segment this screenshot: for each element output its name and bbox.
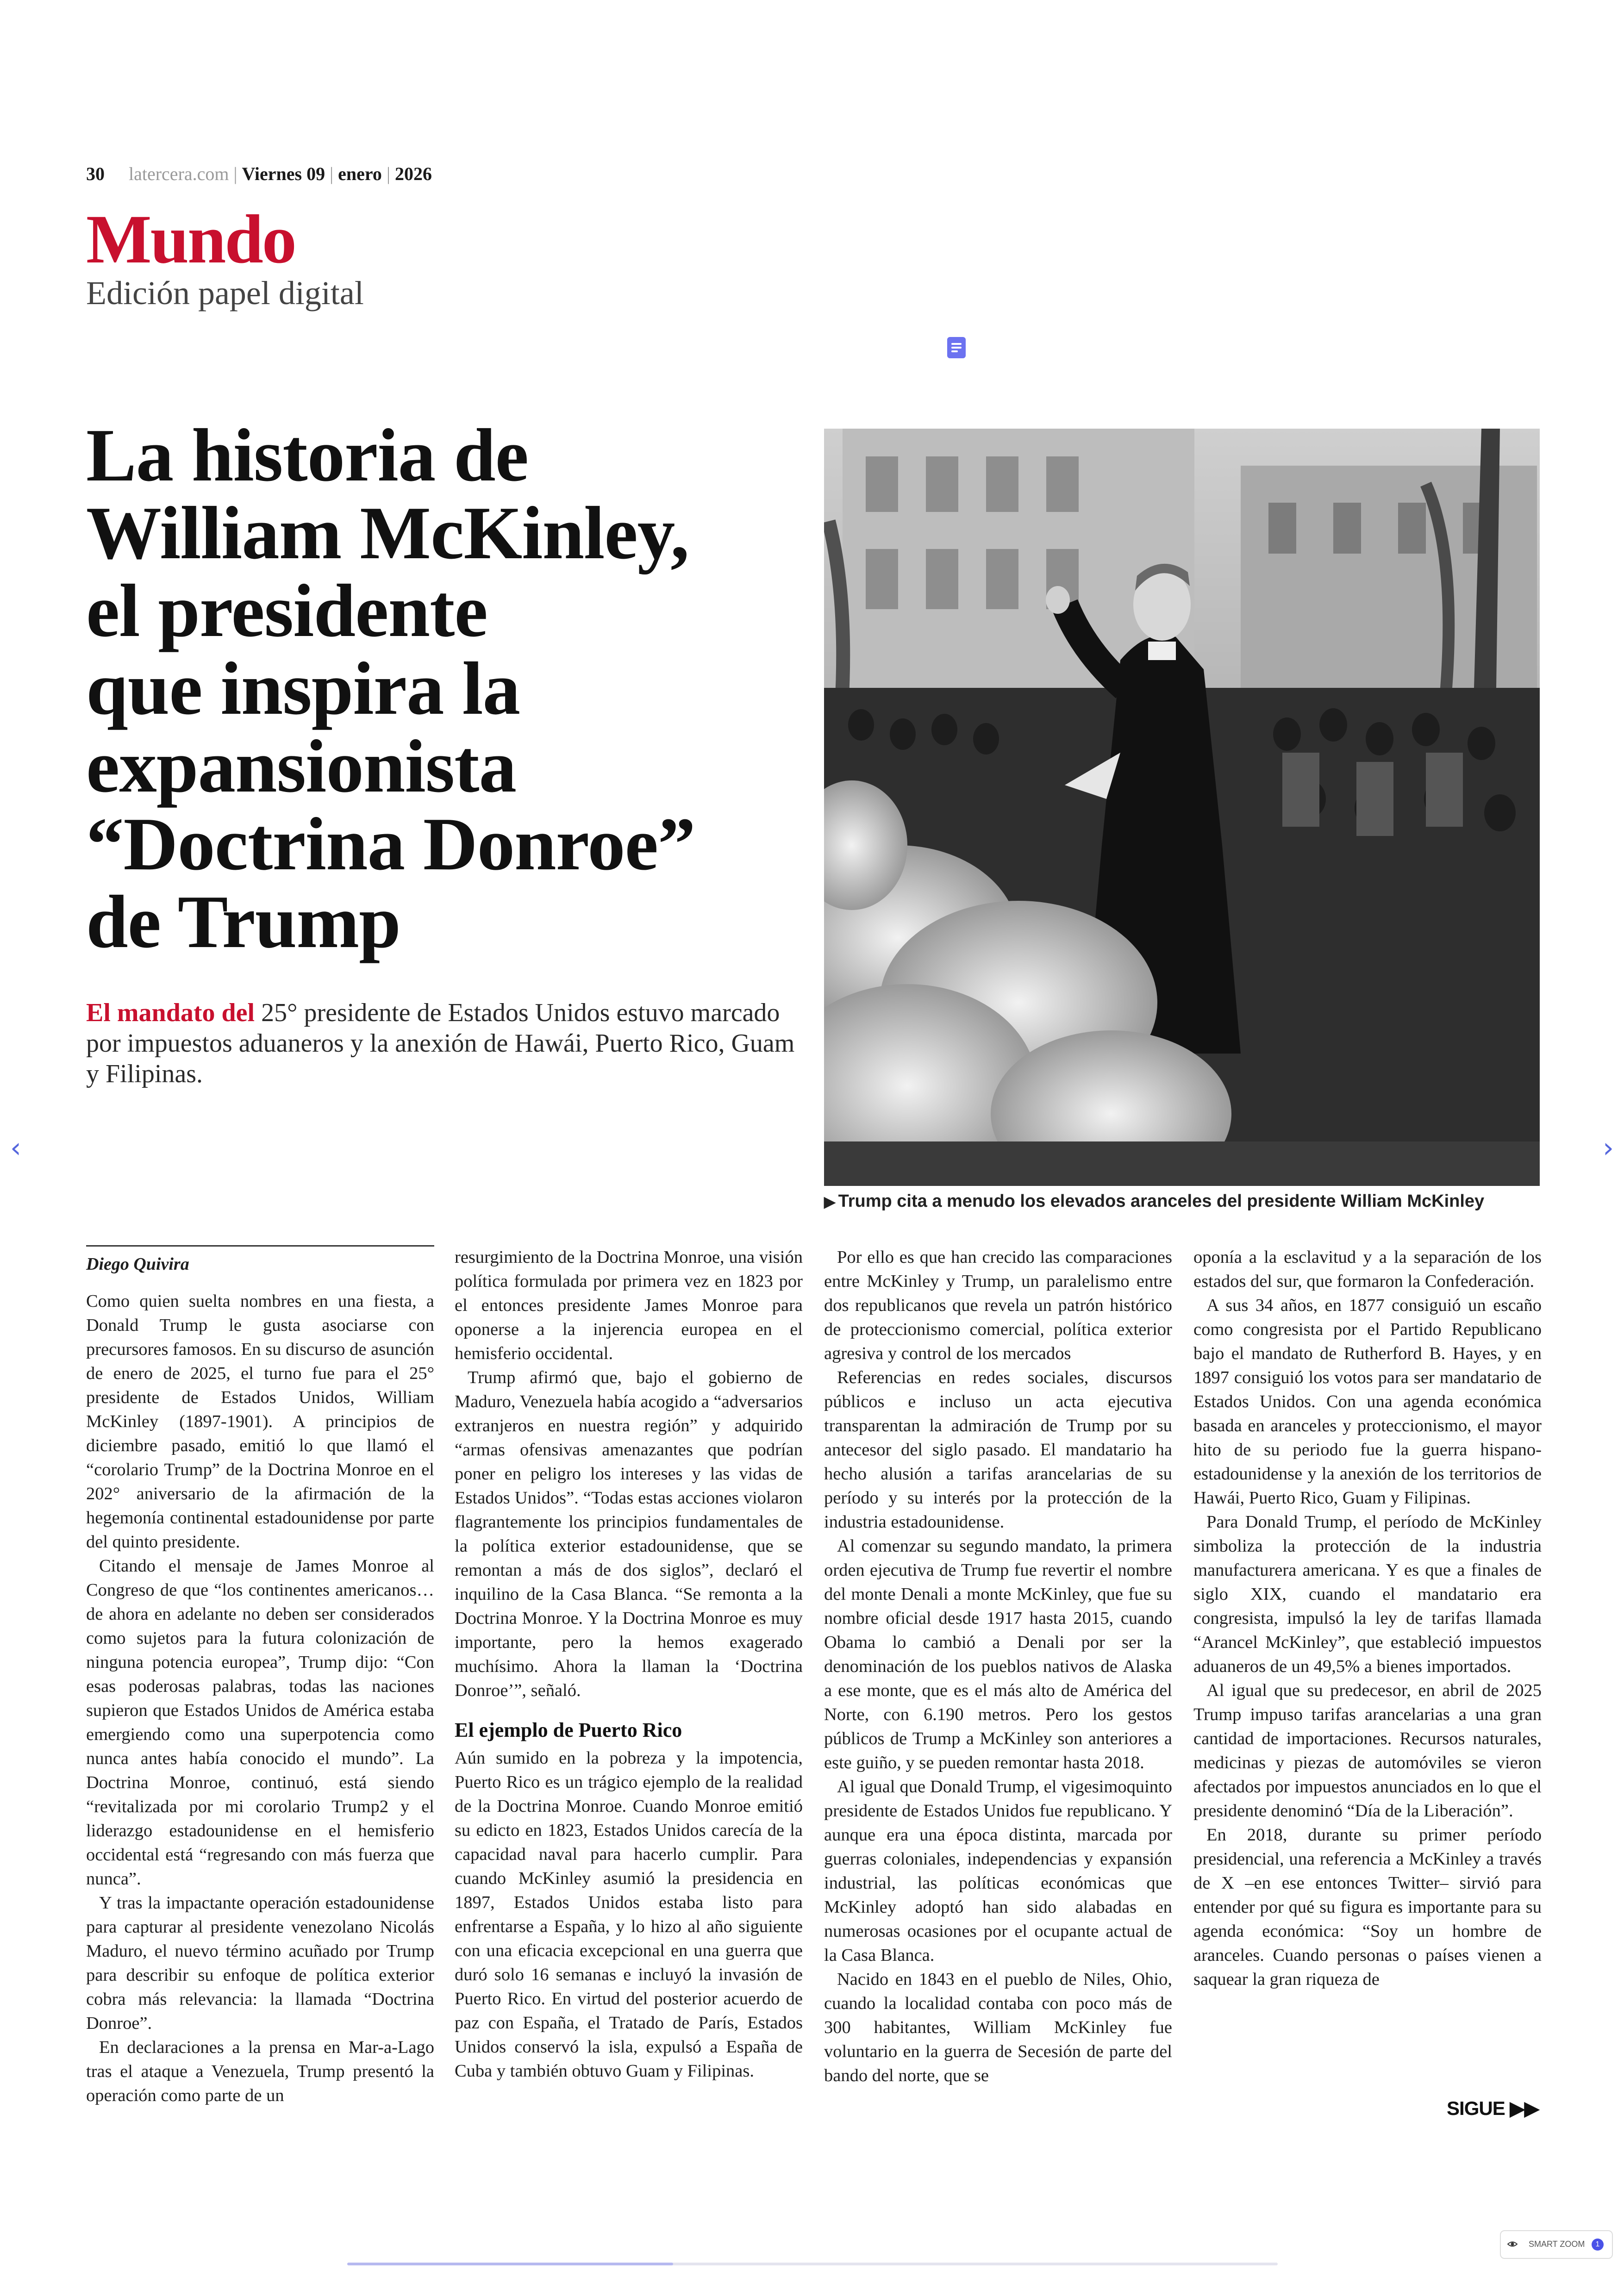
article-column-3: [824, 1245, 1172, 2088]
caption-text: Trump cita a menudo los elevados aranceles del presidente William McKinley: [838, 1191, 1485, 1211]
paragraph: Para Donald Trump, el período de McKinley simboliza la protección de la industria manufacturera americana. Y es que a finales de siglo XIX, cuando el mandatario era congresista, impulsó la ley de tarifas llamada “Arancel McKinley”, que estableció impuestos aduaneros de un 49,5% a bienes importados.: [1193, 1512, 1542, 1676]
headline-line: expansionista: [86, 725, 517, 808]
eye-icon: [1507, 2239, 1518, 2249]
continue-label: SIGUE ▶▶: [1447, 2097, 1539, 2119]
section-title: Mundo: [86, 201, 295, 278]
date-year: 2026: [394, 163, 432, 184]
site-name: latercera.com: [129, 163, 229, 184]
paragraph: Aún sumido en la pobreza y la impotencia, Puerto Rico es un trágico ejemplo de la realidad de la Doctrina Monroe. Cuando Monroe emitió su edicto en 1823, Estados Unidos carecía de la capacidad naval para hacerlo cumplir. Para cuando McKinley asumió la presidencia en 1897, Estados Unidos estaba listo para enfrentarse a España, y lo hizo al año siguiente con una eficacia excepcional en una guerra que duró solo 16 semanas e incluyó la invasión de Puerto Rico. En virtud del posterior acuerdo de paz con España, el Tratado de París, Estados Unidos conservó la isla, expulsó a España de Cuba y también obtuvo Guam y Filipinas.: [455, 1748, 803, 2081]
photo-illustration: [824, 429, 1540, 1186]
photo-caption: [824, 1191, 1546, 1211]
paragraph: Nacido en 1843 en el pueblo de Niles, Ohio, cuando la localidad contaba con poco más de 300 habitantes, William McKinley fue voluntario en la guerra de Secesión de parte del bando del norte, que se: [824, 1970, 1172, 2085]
chevron-right-icon: ›: [1603, 1132, 1614, 1164]
previous-page-button[interactable]: [6, 1129, 25, 1166]
paragraph: Citando el mensaje de James Monroe al Congreso de que “los continentes americanos… de ahora en adelante no deben ser considerados como sujetos para la futura colonización de ninguna potencia europea”, Trump dijo: “Con esas poderosas palabras, todas las naciones supieron que Estados Unidos de América estaba emergiendo como una superpotencia como nunca antes había conocido el mundo”. La Doctrina Monroe, continuó, está siendo “revitalizada por mi corolario Trump2 y el liderazgo estadounidense en el hemisferio occidental está “regresando con más fuerza que nunca”.: [86, 1556, 434, 1889]
paragraph: En 2018, durante su primer período presidencial, una referencia a McKinley a través de X –en ese entonces Twitter– sirvió para entender por qué su figura es importante para su agenda económica: “Soy un hombre de aranceles. Cuando personas o países vienen a saquear la gran riqueza de: [1193, 1825, 1542, 1989]
paragraph: Referencias en redes sociales, discursos públicos e incluso un acta ejecutiva transparentan la admiración de Trump por su antecesor del siglo pasado. El mandatario ha hecho alusión a tarifas arancelarias de su período y su interés por la protección de la industria estadounidense.: [824, 1368, 1172, 1532]
headline-line: William McKinley,: [86, 492, 689, 575]
notification-badge: 1: [1592, 2239, 1604, 2251]
paragraph: oponía a la esclavitud y a la separación de los estados del sur, que formaron la Confederación.: [1193, 1247, 1542, 1291]
note-icon[interactable]: [947, 337, 966, 358]
article-column-4: [1193, 1245, 1542, 1991]
smart-zoom-label: SMART ZOOM: [1529, 2239, 1585, 2249]
paragraph: Y tras la impactante operación estadounidense para capturar al presidente venezolano Nicolás Maduro, el nuevo término acuñado por Trump para describir su enfoque de política exterior cobra más relevancia: la llamada “Doctrina Donroe”.: [86, 1893, 434, 2033]
paragraph: resurgimiento de la Doctrina Monroe, una visión política formulada por primera vez en 1823 por el entonces presidente James Monroe para oponerse a la injerencia europea en el hemisferio occidental.: [455, 1247, 803, 1363]
dek-text: 25° presidente de Estados Unidos estuvo marcado por impuestos aduaneros y la anexión de Hawái, Puerto Rico, Guam y Filipinas.: [86, 998, 795, 1088]
page-progress-bar[interactable]: [347, 2263, 1278, 2265]
date-day: Viernes 09: [242, 163, 325, 184]
date-month: enero: [338, 163, 382, 184]
page-meta: 30 latercera.com | Viernes 09 | enero | 2026: [86, 163, 432, 184]
smart-zoom-button[interactable]: [1500, 2230, 1613, 2259]
headline-line: “Doctrina Donroe”: [86, 803, 695, 886]
headline: [86, 414, 804, 964]
dek: [86, 998, 808, 1089]
article-column-2: [455, 1245, 803, 2083]
headline-line: de Trump: [86, 880, 400, 964]
paragraph: Al igual que su predecesor, en abril de 2025 Trump impuso tarifas arancelarias a una gran cantidad de importaciones. Recursos naturales, medicinas y piezas de automóviles se vieron afectados por impuestos anunciados en lo que el presidente denominó “Día de la Liberación”.: [1193, 1681, 1542, 1821]
subheading: El ejemplo de Puerto Rico: [455, 1719, 682, 1741]
edition-label: Edición papel digital: [86, 274, 364, 312]
dek-lead: El mandato del: [86, 998, 255, 1027]
article-photo[interactable]: [824, 429, 1540, 1186]
paragraph: A sus 34 años, en 1877 consiguió un escaño como congresista por el Partido Republicano bajo el mandato de Rutherford B. Hayes, y en 1897 consiguió los votos para ser mandatario de Estados Unidos. Con una agenda económica basada en aranceles y proteccionismo, el mayor hito de su periodo fue la guerra hispano-estadounidense y la anexión de los territorios de Hawái, Puerto Rico, Guam y Filipinas.: [1193, 1296, 1542, 1508]
headline-line: La historia de: [86, 414, 529, 497]
headline-line: el presidente: [86, 569, 487, 653]
paragraph: Al igual que Donald Trump, el vigesimoquinto presidente de Estados Unidos fue republicano. Y aunque era una época distinta, marcada por guerras coloniales, independencias y expansión industrial, las políticas económicas que McKinley adoptó han sido alabadas en numerosas ocasiones por el ocupante actual de la Casa Blanca.: [824, 1777, 1172, 1965]
paragraph: En declaraciones a la prensa en Mar-a-Lago tras el ataque a Venezuela, Trump presentó la operación como parte de un: [86, 2038, 434, 2105]
paragraph: Como quien suelta nombres en una fiesta, a Donald Trump le gusta asociarse con precursores famosos. En su discurso de asunción de enero de 2025, el turno fue para el 25° presidente de Estados Unidos, William McKinley (1897-1901). A principios de diciembre pasado, emitió lo que llamó el “corolario Trump” de la Doctrina Monroe en el 202° aniversario de la afirmación de la hegemonía continental estadounidense por parte del quinto presidente.: [86, 1291, 434, 1552]
paragraph: Al comenzar su segundo mandato, la primera orden ejecutiva de Trump fue revertir el nombre del monte Denali a monte McKinley, que fue su nombre oficial desde 1917 hasta 2015, cuando Obama lo cambió a Denali por ser la denominación de los pueblos nativos de Alaska a ese monte, que es el más alto de América del Norte, con 6.190 metros. Pero los gestos públicos de Trump a McKinley son anteriores a este guiño, y se pueden remontar hasta 2018.: [824, 1536, 1172, 1772]
paragraph: Por ello es que han crecido las comparaciones entre McKinley y Trump, un paralelismo entre dos republicanos que revela un patrón histórico de proteccionismo comercial, política exterior agresiva y control de los mercados: [824, 1247, 1172, 1363]
article-column-1: [86, 1245, 434, 2108]
next-page-button[interactable]: [1599, 1129, 1618, 1166]
chevron-left-icon: ‹: [10, 1132, 21, 1164]
headline-line: que inspira la: [86, 647, 520, 730]
byline: Diego Quivira: [86, 1245, 434, 1276]
paragraph: Trump afirmó que, bajo el gobierno de Maduro, Venezuela había acogido a “adversarios extranjeros en nuestra región” y adquirido “armas ofensivas amenazantes que podrían poner en peligro los intereses y las vidas de Estados Unidos”. “Todas estas acciones violaron flagrantemente los principios fundamentales de la política exterior estadounidense, que se remontan a más de dos siglos”, declaró el inquilino de la Casa Blanca. “Se remonta a la Doctrina Monroe. Y la Doctrina Monroe es muy importante, pero la hemos exagerado muchísimo. Ahora la llaman la ‘Doctrina Donroe’”, señaló.: [455, 1368, 803, 1700]
page-progress-fill: [347, 2263, 673, 2265]
caption-arrow-icon: ▶: [824, 1193, 836, 1210]
page-number: 30: [86, 163, 105, 184]
